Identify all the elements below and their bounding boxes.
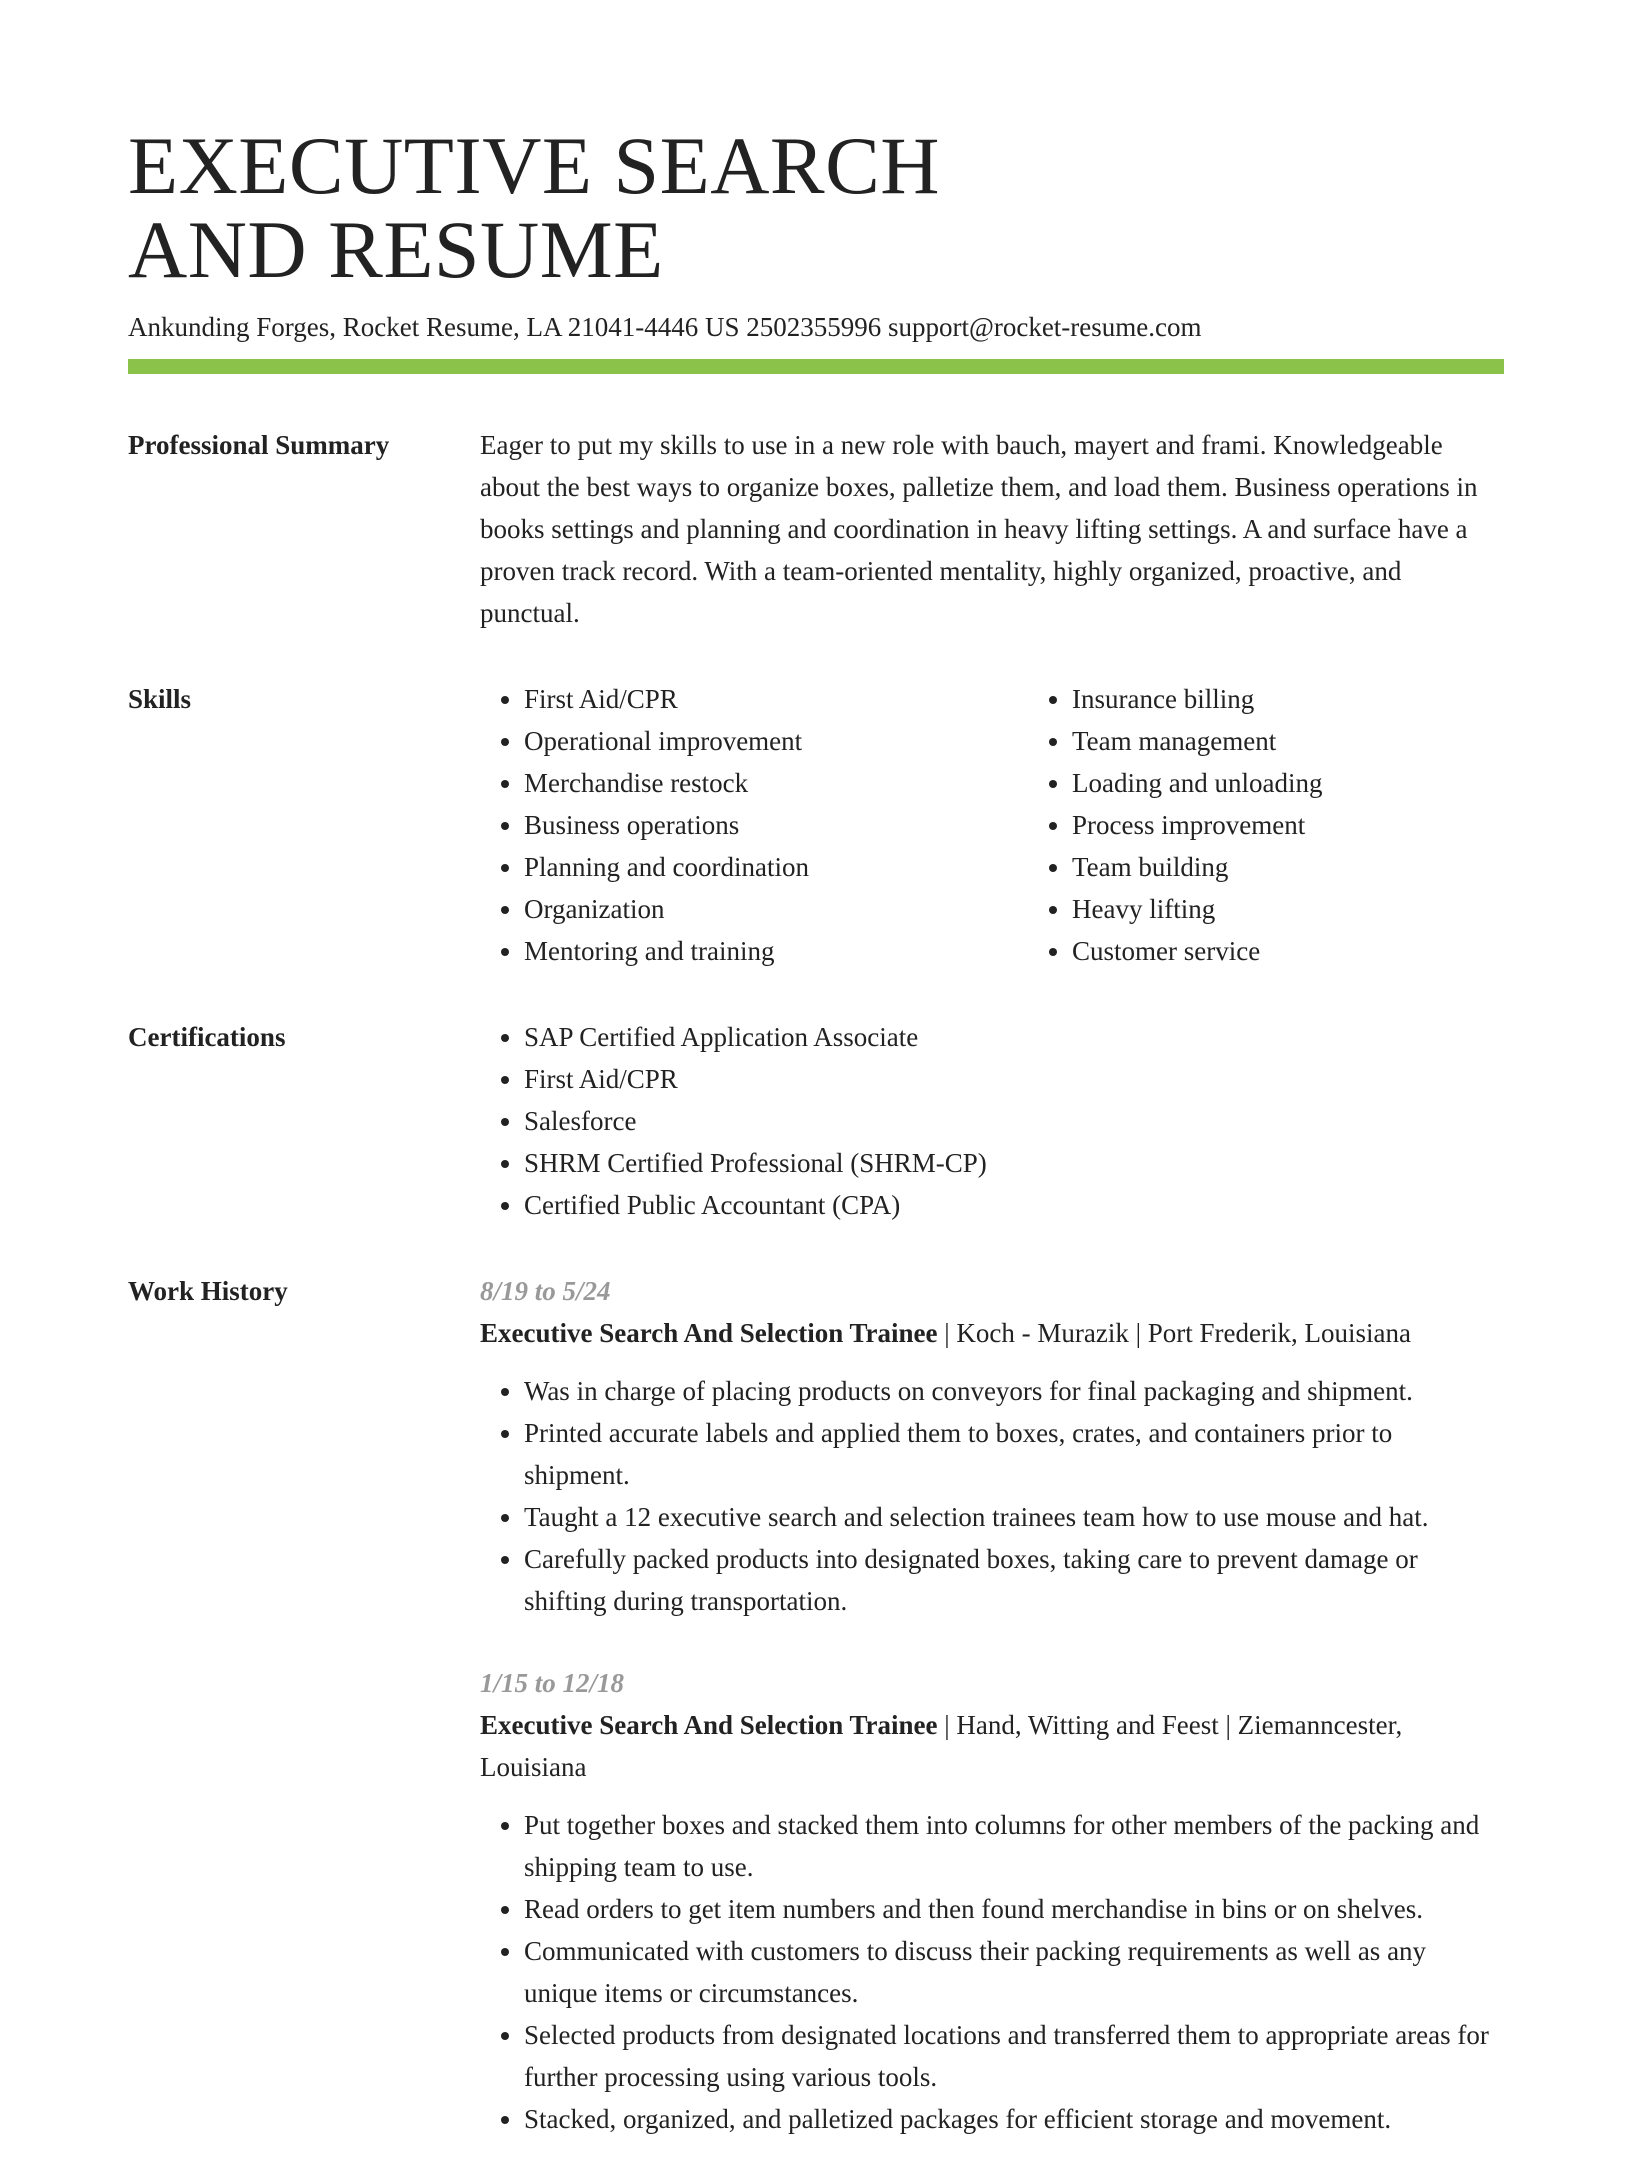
job-bullet: • Was in charge of placing products on conveyors for final packaging and shipment. [524,1370,1504,1412]
job-bullet: • Carefully packed products into designated boxes, taking care to prevent damage or shifting during transportation. [524,1538,1504,1622]
job-header [480,1312,1504,1354]
skill-item: • Merchandise restock [524,762,1028,804]
summary-section [128,424,1504,634]
work-history-section [128,1270,1504,2180]
job-details: | Hand, Witting and Feest | Ziemanncester, Louisiana [480,1710,1403,1782]
certification-item: • First Aid/CPR [524,1058,1504,1100]
skills-label: Skills [128,684,192,714]
certification-item: • Salesforce [524,1100,1504,1142]
skills-list-col2 [1028,678,1576,972]
work-history-label: Work History [128,1276,288,1306]
job-title: Executive Search And Selection Trainee [480,1710,938,1740]
certifications-section [128,1016,1504,1226]
job-bullet: • Communicated with customers to discuss their packing requirements as well as any unique items or circumstances. [524,1930,1504,2014]
job-title: Executive Search And Selection Trainee [480,1318,938,1348]
skill-item: • Insurance billing [1072,678,1576,720]
skill-item: • Business operations [524,804,1028,846]
skill-item: • Team management [1072,720,1576,762]
skill-item: • Customer service [1072,930,1576,972]
job-bullet: • Printed accurate labels and applied them to boxes, crates, and containers prior to shipment. [524,1412,1504,1496]
resume-page [128,0,1504,2180]
skill-item: • Process improvement [1072,804,1576,846]
skill-item: • Organization [524,888,1028,930]
job-details: | Koch - Murazik | Port Frederik, Louisiana [937,1318,1411,1348]
page-title [128,0,1504,295]
job-dates: 8/19 to 5/24 [480,1276,611,1306]
skill-item: • Mentoring and training [524,930,1028,972]
job-bullets [480,1804,1504,2140]
job-header [480,1704,1504,1788]
skills-section [128,678,1504,972]
job-bullet: • Taught a 12 executive search and selection trainees team how to use mouse and hat. [524,1496,1504,1538]
certification-item: • SAP Certified Application Associate [524,1016,1504,1058]
contact-line: Ankunding Forges, Rocket Resume, LA 21041-4446 US 2502355996 support@rocket-resume.com [128,312,1202,342]
skill-item: • Team building [1072,846,1576,888]
job-entry [480,1270,1504,1622]
skill-item: • First Aid/CPR [524,678,1028,720]
certifications-list [480,1016,1504,1226]
certifications-label: Certifications [128,1022,286,1052]
certification-item: • SHRM Certified Professional (SHRM-CP) [524,1142,1504,1184]
job-bullets [480,1370,1504,1622]
skill-item: • Heavy lifting [1072,888,1576,930]
title-line-1: EXECUTIVE SEARCH [128,120,941,211]
certification-item: • Certified Public Accountant (CPA) [524,1184,1504,1226]
skill-item: • Operational improvement [524,720,1028,762]
summary-label: Professional Summary [128,430,390,460]
accent-divider [128,359,1504,374]
summary-text: Eager to put my skills to use in a new role with bauch, mayert and frami. Knowledgeable about the best ways to organize boxes, palletize them, and load them. Business operations in books settings and planning and coordination in heavy lifting settings. A and surface have a proven track record. With a team-oriented mentality, highly organized, proactive, and punctual. [480,430,1478,628]
job-entry [480,1662,1504,2140]
job-bullet: • Put together boxes and stacked them into columns for other members of the packing and shipping team to use. [524,1804,1504,1888]
skill-item: • Planning and coordination [524,846,1028,888]
skill-item: • Loading and unloading [1072,762,1576,804]
title-line-2: AND RESUME [128,204,664,295]
job-dates: 1/15 to 12/18 [480,1668,625,1698]
job-bullet: • Read orders to get item numbers and then found merchandise in bins or on shelves. [524,1888,1504,1930]
skills-list-col1 [480,678,1028,972]
job-bullet: • Stacked, organized, and palletized packages for efficient storage and movement. [524,2098,1504,2140]
job-bullet: • Selected products from designated locations and transferred them to appropriate areas for further processing using various tools. [524,2014,1504,2098]
